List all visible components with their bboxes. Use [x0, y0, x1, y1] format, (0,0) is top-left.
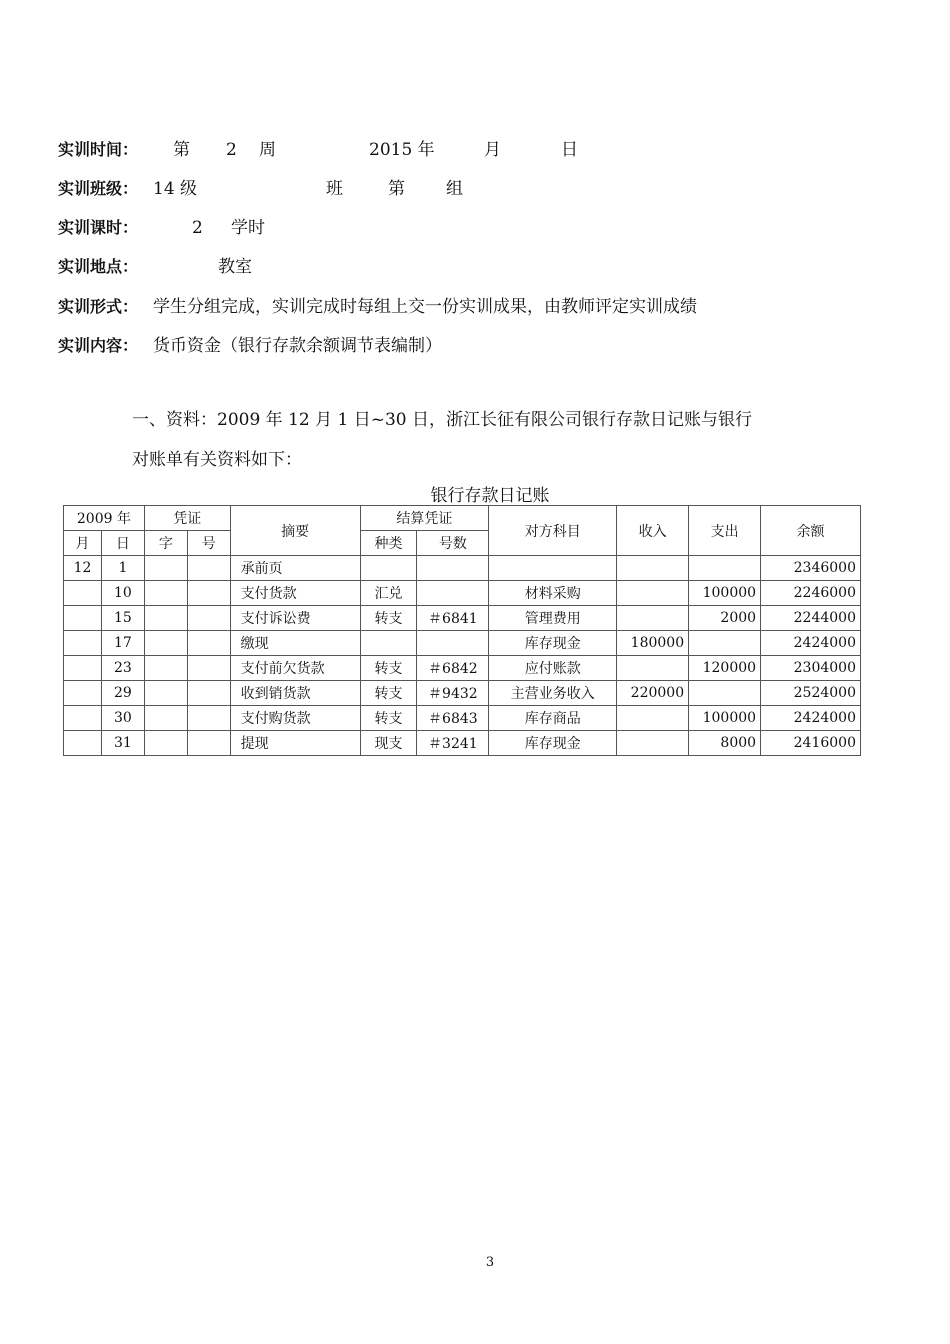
training-time-label: 实训时间： [58, 140, 139, 159]
cell-summary: 提现 [230, 731, 360, 756]
cell-number: ＃9432 [417, 681, 489, 706]
cell-income [617, 581, 689, 606]
page-number: 3 [485, 1255, 495, 1270]
intro-line-1: 一、资料：2009 年 12 月 1 日~30 日，浙江长征有限公司银行存款日记账与银行 [132, 410, 753, 430]
cell-day: 23 [101, 656, 144, 681]
cell-balance: 2304000 [761, 656, 861, 681]
training-place-value: 教室 [218, 257, 252, 277]
cell-summary: 支付货款 [230, 581, 360, 606]
cell-hao [187, 706, 230, 731]
cell-income: 220000 [617, 681, 689, 706]
training-class-label: 实训班级： [58, 179, 139, 198]
training-form-label: 实训形式： [58, 297, 139, 316]
cell-hao [187, 556, 230, 581]
cell-hao [187, 581, 230, 606]
cell-hao [187, 606, 230, 631]
cell-month [64, 606, 102, 631]
training-hours-label: 实训课时： [58, 218, 139, 237]
header-day: 日 [101, 531, 144, 556]
cell-kind: 转支 [360, 606, 417, 631]
training-month: 月 [484, 140, 501, 160]
cell-zi [144, 581, 187, 606]
cell-month: 12 [64, 556, 102, 581]
cell-income [617, 556, 689, 581]
header-balance: 余额 [761, 506, 861, 556]
header-voucher: 凭证 [144, 506, 230, 531]
training-content-value: 货币资金（银行存款余额调节表编制） [153, 336, 442, 356]
cell-month [64, 581, 102, 606]
cell-zi [144, 681, 187, 706]
table-row [64, 556, 861, 581]
cell-summary: 支付诉讼费 [230, 606, 360, 631]
table-row [64, 606, 861, 631]
cell-month [64, 631, 102, 656]
cell-expense: 120000 [689, 656, 761, 681]
cell-month [64, 656, 102, 681]
cell-summary: 收到销货款 [230, 681, 360, 706]
cell-month [64, 731, 102, 756]
training-place-label: 实训地点： [58, 257, 139, 276]
cell-zi [144, 731, 187, 756]
cell-income [617, 706, 689, 731]
cell-expense [689, 631, 761, 656]
cell-hao [187, 731, 230, 756]
cell-account: 管理费用 [489, 606, 617, 631]
cell-number: ＃6841 [417, 606, 489, 631]
cell-expense: 100000 [689, 706, 761, 731]
cell-hao [187, 681, 230, 706]
cell-kind: 汇兑 [360, 581, 417, 606]
header-zi: 字 [144, 531, 187, 556]
cell-balance: 2424000 [761, 631, 861, 656]
cell-expense: 8000 [689, 731, 761, 756]
cell-kind [360, 631, 417, 656]
table-row [64, 681, 861, 706]
ledger-body [64, 556, 861, 756]
cell-balance: 2246000 [761, 581, 861, 606]
header-month: 月 [64, 531, 102, 556]
header-settlement: 结算凭证 [360, 506, 489, 531]
cell-account [489, 556, 617, 581]
cell-account: 材料采购 [489, 581, 617, 606]
cell-day: 10 [101, 581, 144, 606]
cell-income [617, 731, 689, 756]
cell-income [617, 606, 689, 631]
training-content-label: 实训内容： [58, 336, 139, 355]
ledger-title: 银行存款日记账 [430, 486, 550, 506]
training-week-suffix: 周 [259, 140, 276, 160]
header-hao: 号 [187, 531, 230, 556]
cell-zi [144, 606, 187, 631]
training-week-prefix: 第 [173, 140, 190, 160]
cell-account: 库存商品 [489, 706, 617, 731]
cell-balance: 2416000 [761, 731, 861, 756]
cell-kind: 转支 [360, 706, 417, 731]
header-account: 对方科目 [489, 506, 617, 556]
header-kind: 种类 [360, 531, 417, 556]
training-class-grade: 14 级 [153, 179, 198, 199]
cell-kind: 转支 [360, 681, 417, 706]
header-number: 号数 [417, 531, 489, 556]
cell-balance: 2524000 [761, 681, 861, 706]
cell-expense: 2000 [689, 606, 761, 631]
cell-account: 库存现金 [489, 731, 617, 756]
intro-line-2: 对账单有关资料如下： [132, 450, 302, 470]
cell-balance: 2346000 [761, 556, 861, 581]
cell-number [417, 556, 489, 581]
cell-income [617, 656, 689, 681]
cell-zi [144, 706, 187, 731]
training-form-value: 学生分组完成，实训完成时每组上交一份实训成果，由教师评定实训成绩 [153, 297, 697, 317]
cell-balance: 2244000 [761, 606, 861, 631]
cell-day: 1 [101, 556, 144, 581]
cell-account: 库存现金 [489, 631, 617, 656]
training-hours-unit: 学时 [231, 218, 265, 238]
cell-day: 15 [101, 606, 144, 631]
header-summary: 摘要 [230, 506, 360, 556]
table-row [64, 731, 861, 756]
cell-account: 主营业务收入 [489, 681, 617, 706]
cell-day: 29 [101, 681, 144, 706]
header-year: 2009 年 [64, 506, 145, 531]
cell-kind: 转支 [360, 656, 417, 681]
cell-summary: 缴现 [230, 631, 360, 656]
table-row [64, 706, 861, 731]
header-expense: 支出 [689, 506, 761, 556]
cell-number: ＃6843 [417, 706, 489, 731]
header-income: 收入 [617, 506, 689, 556]
training-day: 日 [561, 140, 578, 160]
table-row [64, 656, 861, 681]
cell-kind [360, 556, 417, 581]
cell-account: 应付账款 [489, 656, 617, 681]
cell-expense [689, 556, 761, 581]
cell-day: 30 [101, 706, 144, 731]
cell-number [417, 581, 489, 606]
cell-day: 17 [101, 631, 144, 656]
cell-number [417, 631, 489, 656]
training-class-zu: 组 [446, 179, 463, 199]
cell-kind: 现支 [360, 731, 417, 756]
table-row [64, 581, 861, 606]
cell-summary: 支付购货款 [230, 706, 360, 731]
cell-number: ＃3241 [417, 731, 489, 756]
cell-hao [187, 631, 230, 656]
cell-income: 180000 [617, 631, 689, 656]
cell-zi [144, 631, 187, 656]
cell-summary: 承前页 [230, 556, 360, 581]
cell-balance: 2424000 [761, 706, 861, 731]
ledger-header-row-1 [64, 506, 861, 531]
table-row [64, 631, 861, 656]
training-class-ban: 班 [326, 179, 343, 199]
ledger-table [63, 505, 861, 756]
cell-month [64, 706, 102, 731]
training-year: 2015 年 [369, 140, 435, 160]
cell-month [64, 681, 102, 706]
cell-number: ＃6842 [417, 656, 489, 681]
training-week-value: 2 [226, 140, 237, 160]
training-class-di: 第 [388, 179, 405, 199]
cell-zi [144, 656, 187, 681]
cell-day: 31 [101, 731, 144, 756]
cell-summary: 支付前欠货款 [230, 656, 360, 681]
cell-hao [187, 656, 230, 681]
cell-expense: 100000 [689, 581, 761, 606]
cell-zi [144, 556, 187, 581]
cell-expense [689, 681, 761, 706]
training-hours-value: 2 [192, 218, 203, 238]
